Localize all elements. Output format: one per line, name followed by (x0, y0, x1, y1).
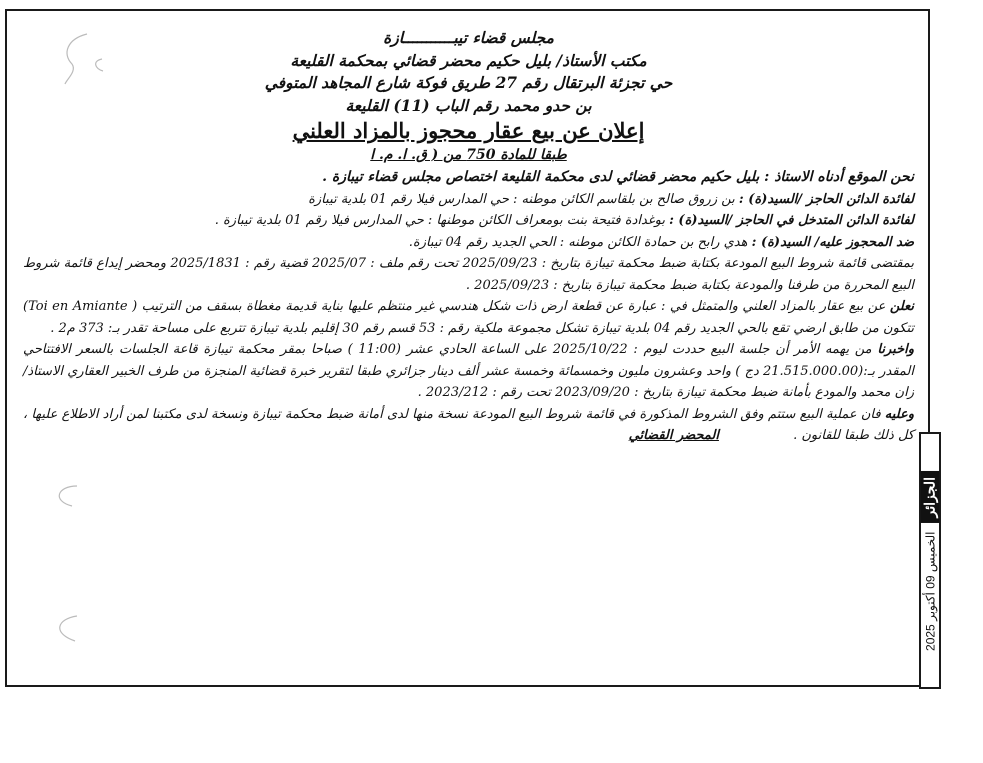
signature: المحضر القضائي (628, 428, 719, 443)
accordingly-label: وعليه (884, 406, 914, 422)
legal-notice-frame (5, 9, 930, 687)
office-address-1: حي تجزئة البرتقال رقم 27 طريق فوكة شارع المجاهد المتوفي (264, 73, 673, 92)
notify-label: واخبرنا (877, 342, 914, 357)
newspaper-name: الجزائر (921, 471, 940, 523)
court-name: مجلس قضاء تيبـــــــــــازة (383, 28, 554, 47)
side-label-content (921, 471, 940, 651)
notify-text: من يهمه الأمر أن جلسة البيع حددت ليوم : 2025/10/22 على الساعة الحادي عشر (11:00 ) صباحا بمقر محكمة تيبازة قاعة الجلسات بالسعر الافتتاحي المقدر بـ:(21.515.000.00 دج ) واحد وعشرون مليون وخمسمائة وخمسة عشر ألف دينار جزائري طبقا لتقرير خبرة قضائية المنجزة من طرف الخبير العقاري الاستاذ/ زان محمد والمودع بأمانة ضبط محكمة تيبازة بتاريخ : 2023/09/20 تحت رقم : 2023/212 . (23, 342, 915, 400)
debtor-label: ضد المحجوز عليه/ السيد(ة) : (751, 234, 914, 250)
newspaper-side-label (919, 432, 941, 689)
basis-paragraph: بمقتضى قائمة شروط البيع المودعة بكتابة ضبط محكمة تيبازة بتاريخ : 2025/09/23 تحت رقم ملف : 2025/07 قضية رقم : 2025/1831 ومحضر إيداع قائمة شروط البيع المحررة من طرفنا والمودعة بكتابة ضبط محكمة تيبازة بتاريخ : 2025/09/23 . (23, 256, 914, 293)
accordingly-text: فان عملية البيع ستتم وفق الشروط المذكورة في قائمة شروط البيع المودعة نسخة منها لدى أمانة ضبط محكمة تيبازة ونسخة لدى مكتبنا لمن أراد الاطلاع عليها ، كل ذلك طبقا للقانون . (23, 406, 914, 443)
notice-body (23, 167, 914, 447)
creditor-paragraph (23, 189, 914, 211)
publication-date: الخميس 09 أكتوبر 2025 (923, 530, 937, 651)
announce-text: عن بيع عقار بالمزاد العلني والمتمثل في : عبارة عن قطعة ارض ذات شكل هندسي غير منتظم عليها بناية قديمة مغطاة بسقف من الترتيب ( Toi en Amiante) تتكون من طابق ارضي تقع بالحي الجديد رقم 04 بلدية تيبازة تشكل مجموعة ملكية رقم : 53 قسم رقم 30 إقليم بلدية تيبازة تتربع على مساحة تقدر بـ: 373 م2 . (23, 299, 914, 336)
intervener-text: بوغدادة فتيحة بنت بومعراف الكائن موطنها : حي المدارس فيلا رقم 01 بلدية تيبازة . (214, 213, 665, 228)
creditor-text: بن زروق صالح بن بلقاسم الكائن موطنه : حي المدارس فيلا رقم 01 بلدية تيبازة (308, 191, 735, 207)
intro-paragraph: نحن الموقع أدناه الاستاذ : بليل حكيم محضر قضائي لدى محكمة القليعة اختصاص مجلس قضاء تيبازة . (322, 169, 914, 185)
intervener-label: لفائدة الدائن المتدخل في الحاجز /السيد(ة) : (669, 213, 914, 228)
accordingly-paragraph (23, 404, 914, 447)
creditor-label: لفائدة الدائن الحاجز /السيد(ة) : (738, 191, 914, 207)
office-name: مكتب الأستاذ/ بليل حكيم محضر قضائي بمحكمة القليعة (290, 50, 647, 70)
office-address-2: بن حدو محمد رقم الباب (11) القليعة (345, 95, 592, 115)
debtor-paragraph (23, 232, 914, 254)
debtor-text: هدي رابح بن حمادة الكائن موطنه : الحي الجديد رقم 04 تيبازة. (408, 234, 748, 250)
notify-paragraph (23, 339, 914, 404)
intervener-paragraph (23, 210, 914, 232)
notice-subtitle: طبقا للمادة 750 من ( ق. ا. م. ا (370, 147, 567, 163)
announce-label: نعلن (889, 299, 914, 314)
announce-paragraph (23, 296, 914, 339)
notice-content (23, 15, 914, 681)
notice-title: إعلان عن بيع عقار محجوز بالمزاد العلني (292, 118, 645, 143)
